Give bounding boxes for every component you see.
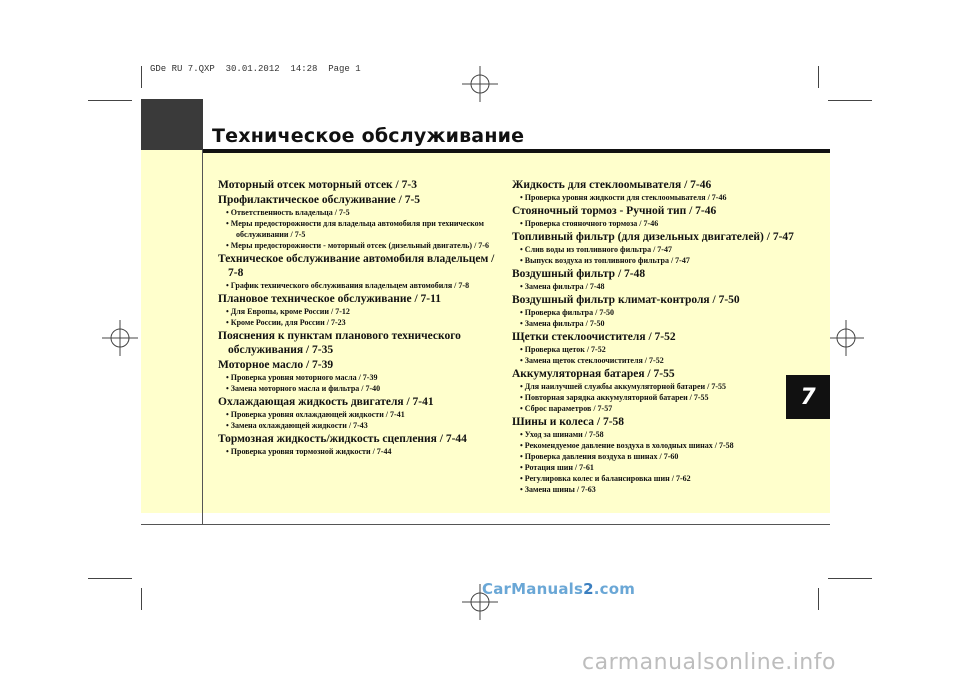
crop-mark [828,100,872,101]
toc-entry [218,395,504,431]
toc-subitem: • Кроме России, для России / 7-23 [226,318,346,327]
toc-subitem: • Сброс параметров / 7-57 [520,404,613,413]
toc-subitem: • Замена моторного масла и фильтра / 7-40 [226,384,381,393]
left-margin-line [202,150,203,524]
toc-subitem: • График технического обслуживания владельцем автомобиля / 7-8 [226,281,470,290]
toc-heading: Профилактическое обслуживание / 7-5 [218,194,421,206]
toc-subitem: • Замена фильтра / 7-50 [520,319,605,328]
crop-mark [88,100,132,101]
toc-entry [512,267,794,292]
toc-heading: Плановое техническое обслуживание / 7-11 [218,293,441,305]
toc-entry [218,193,504,251]
toc-subitem: • Повторная зарядка аккумуляторной батареи / 7-55 [520,393,709,402]
print-header: GDe RU 7.QXP 30.01.2012 14:28 Page 1 [150,64,361,74]
crop-mark [828,578,872,579]
toc-right-column [512,178,794,496]
toc-subitem: • Меры предосторожности для владельца автомобиля при техническом обслуживании / 7-5 [226,219,484,239]
watermark-text: .com [593,580,636,598]
toc-heading: Моторный отсек моторный отсек / 7-3 [218,179,417,191]
toc-heading: Шины и колеса / 7-58 [512,416,625,428]
title-rule [203,149,830,153]
crop-mark [141,588,142,610]
toc-subitem: • Проверка уровня жидкости для стеклоомывателя / 7-46 [520,193,727,202]
toc-subitem: • Для Европы, кроме России / 7-12 [226,307,350,316]
watermark-text: 2 [583,580,594,598]
toc-heading: Топливный фильтр (для дизельных двигателей) / 7-47 [512,231,794,243]
toc-subitem: • Замена щеток стеклоочистителя / 7-52 [520,356,664,365]
toc-subitem: • Замена охлаждающей жидкости / 7-43 [226,421,368,430]
registration-mark-icon [828,320,864,356]
toc-subitem: • Регулировка колес и балансировка шин / 7-62 [520,474,691,483]
toc-subitem: • Замена фильтра / 7-48 [520,282,605,291]
toc-heading: Техническое обслуживание автомобиля владельцем / 7-8 [218,253,495,279]
toc-heading: Воздушный фильтр климат-контроля / 7-50 [512,294,740,306]
toc-subitem: • Замена шины / 7-63 [520,485,596,494]
toc-subitem: • Проверка уровня моторного масла / 7-39 [226,373,378,382]
toc-entry [218,329,504,357]
toc-subitem: • Выпуск воздуха из топливного фильтра / 7-47 [520,256,690,265]
toc-subitem: • Проверка уровня охлаждающей жидкости / 7-41 [226,410,405,419]
toc-entry [218,358,504,394]
toc-entry [218,292,504,328]
crop-mark [818,66,819,88]
crop-mark [88,578,132,579]
toc-entry [512,367,794,414]
toc-subitem: • Меры предосторожности - моторный отсек (дизельный двигатель) / 7-6 [226,241,489,250]
watermark-text: CarManuals [482,580,584,598]
bottom-line [141,524,830,525]
registration-mark-icon [102,320,138,356]
toc-subitem: • Ответственность владельца / 7-5 [226,208,350,217]
toc-subitem: • Проверка давления воздуха в шинах / 7-60 [520,452,679,461]
toc-left-column [218,178,504,458]
toc-subitem: • Слив воды из топливного фильтра / 7-47 [520,245,672,254]
toc-heading: Тормозная жидкость/жидкость сцепления / 7-44 [218,433,467,445]
toc-heading: Щетки стеклоочистителя / 7-52 [512,331,676,343]
toc-subitem: • Для наилучшей службы аккумуляторной батареи / 7-55 [520,382,727,391]
toc-heading: Жидкость для стеклоомывателя / 7-46 [512,179,712,191]
toc-entry [512,204,794,229]
toc-subitem: • Проверка щеток / 7-52 [520,345,606,354]
toc-heading: Стояночный тормоз - Ручной тип / 7-46 [512,205,717,217]
toc-heading: Воздушный фильтр / 7-48 [512,268,646,280]
toc-entry [512,178,794,203]
toc-subitem: • Проверка стояночного тормоза / 7-46 [520,219,659,228]
toc-entry [512,330,794,366]
carmanuals-watermark[interactable] [482,580,635,598]
registration-mark-icon [462,66,498,102]
toc-heading: Моторное масло / 7-39 [218,359,334,371]
online-watermark[interactable]: carmanualsonline.info [582,650,836,675]
toc-entry [218,432,504,457]
toc-subitem: • Проверка уровня тормозной жидкости / 7-44 [226,447,392,456]
toc-heading: Аккумуляторная батарея / 7-55 [512,368,675,380]
toc-subitem: • Уход за шинами / 7-58 [520,430,604,439]
page-title: Техническое обслуживание [212,125,525,147]
corner-block [141,99,203,150]
crop-mark [141,66,142,88]
toc-subitem: • Рекомендуемое давление воздуха в холодных шинах / 7-58 [520,441,734,450]
toc-entry [218,178,504,192]
toc-heading: Пояснения к пунктам планового технического обслуживания / 7-35 [218,330,461,356]
toc-entry [512,415,794,495]
crop-mark [818,588,819,610]
toc-subitem: • Проверка фильтра / 7-50 [520,308,615,317]
toc-heading: Охлаждающая жидкость двигателя / 7-41 [218,396,434,408]
toc-entry [512,230,794,266]
chapter-tab: 7 [786,375,830,419]
toc-subitem: • Ротация шин / 7-61 [520,463,594,472]
toc-entry [218,252,504,291]
toc-entry [512,293,794,329]
